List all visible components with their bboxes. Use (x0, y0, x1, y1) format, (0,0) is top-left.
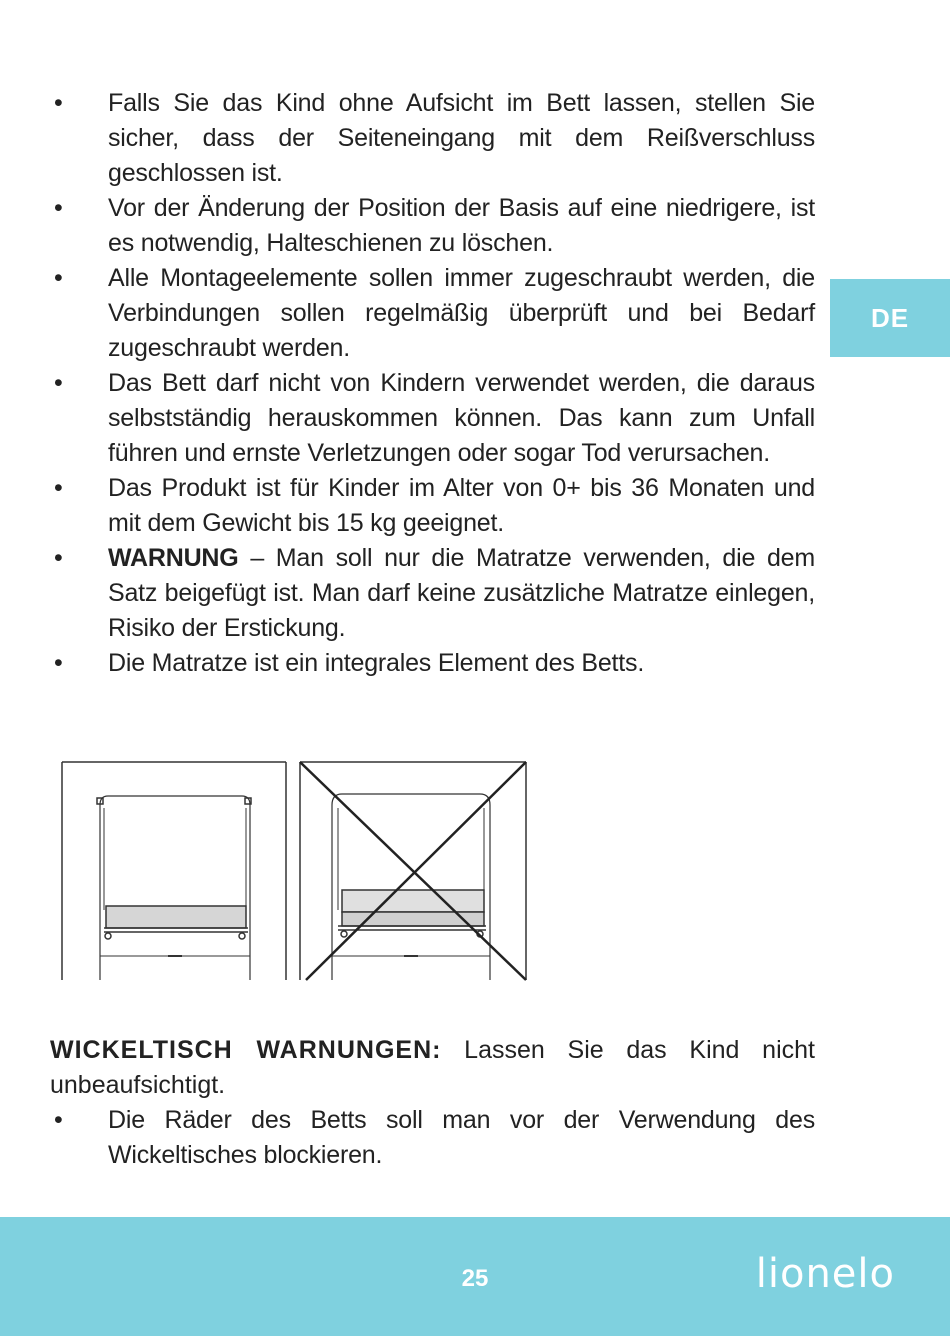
list-item (50, 261, 815, 366)
list-item (50, 471, 815, 541)
correct-crib-icon (62, 762, 286, 980)
page-number: 25 (461, 1265, 489, 1292)
list-item-text: Vor der Änderung der Position der Basis auf eine niedrigere, ist es notwendig, Halteschienen zu löschen. (108, 194, 815, 257)
bullet-icon: • (54, 1106, 63, 1134)
bullet-icon: • (54, 194, 63, 222)
bullet-icon: • (54, 89, 63, 117)
list-item (50, 366, 815, 471)
warnings-list-container (50, 86, 815, 681)
bullet-icon: • (54, 264, 63, 292)
list-item (50, 191, 815, 261)
mattress-illustration (60, 760, 530, 982)
changing-table-intro (50, 1033, 815, 1103)
language-tab: DE (830, 279, 950, 357)
bullet-icon: • (54, 649, 63, 677)
list-item-text: – Man soll nur die Matratze verwenden, die dem Satz beigefügt ist. Man darf keine zusätzliche Matratze einlegen, Risiko der Erstickung. (108, 544, 815, 642)
warning-label: WARNUNG (108, 544, 239, 572)
cross-mark-icon (300, 762, 526, 980)
bullet-icon: • (54, 544, 63, 572)
list-item-text: Das Bett darf nicht von Kindern verwendet werden, die daraus selbstständig herauskommen können. Das kann zum Unfall führen und ernste Verletzungen oder sogar Tod verursachen. (108, 369, 815, 467)
bullet-icon: • (54, 474, 63, 502)
list-item-text: Falls Sie das Kind ohne Aufsicht im Bett lassen, stellen Sie sicher, dass der Seiteneingang mit dem Reißverschluss geschlossen ist. (108, 89, 815, 187)
brand-logo: lionelo (755, 1251, 895, 1297)
list-item-text: Das Produkt ist für Kinder im Alter von 0+ bis 36 Monaten und mit dem Gewicht bis 15 kg geeignet. (108, 474, 815, 537)
bullet-icon: • (54, 369, 63, 397)
list-item-text: Alle Montageelemente sollen immer zugeschraubt werden, die Verbindungen sollen regelmäßig überprüft und bei Bedarf zugeschraubt werden. (108, 264, 815, 362)
footer-bar (0, 1217, 950, 1336)
list-item (50, 646, 815, 681)
changing-table-section (50, 1033, 815, 1173)
changing-table-heading: WICKELTISCH WARNUNGEN: (50, 1036, 442, 1064)
changing-table-text: Lassen Sie das Kind nicht unbeaufsichtigt. (50, 1036, 815, 1099)
list-item-text: Die Matratze ist ein integrales Element des Betts. (108, 649, 645, 677)
list-item (50, 541, 815, 646)
warnings-list (50, 86, 815, 681)
changing-table-list (50, 1103, 815, 1173)
list-item (50, 1103, 815, 1173)
list-item (50, 86, 815, 191)
list-item-text: Die Räder des Betts soll man vor der Verwendung des Wickeltisches blockieren. (108, 1106, 815, 1169)
